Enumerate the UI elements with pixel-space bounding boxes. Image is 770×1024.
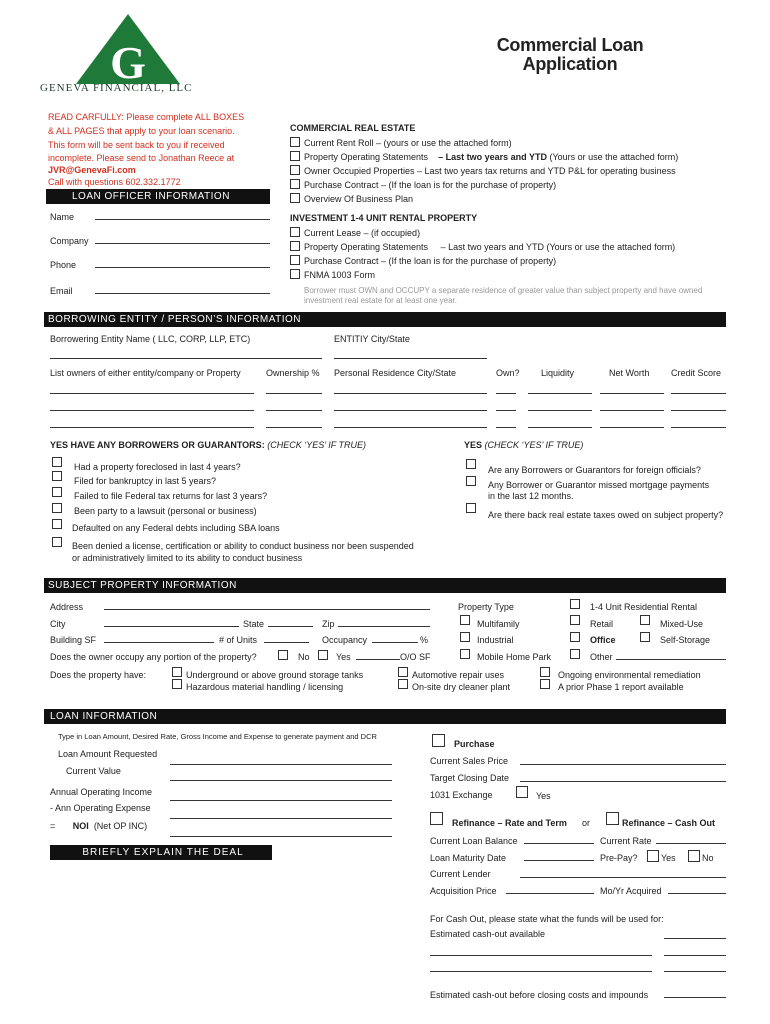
officer-company-label: Company [50,236,89,246]
occupancy-field[interactable] [372,642,418,643]
checkbox-defaulted[interactable] [52,519,62,529]
question: Filed for bankruptcy in last 5 years? [74,476,217,486]
checkbox-retail[interactable] [570,615,580,625]
checkbox-refi-rate-term[interactable] [430,812,443,825]
owner-table-cell[interactable] [496,410,516,411]
owner-table-cell[interactable] [50,393,254,394]
col-owners: List owners of either entity/company or Property [50,368,241,378]
checkbox-hazardous[interactable] [172,679,182,689]
col-networth: Net Worth [609,368,650,378]
occupancy-label: Occupancy [322,635,368,645]
refi-co-label: Refinance – Cash Out [622,818,716,828]
building-sf-label: Building SF [50,635,97,645]
cashout-amount-field[interactable] [664,955,726,956]
have-item: Automotive repair uses [412,670,505,680]
checklist-item: Current Lease – (if occupied) [304,228,421,238]
acq-price-label: Acquisition Price [430,886,497,896]
checkbox-dry-cleaner[interactable] [398,679,408,689]
owner-table-cell[interactable] [334,393,487,394]
city-field[interactable] [104,626,239,627]
occupy-yes-label: Yes [336,652,351,662]
officer-phone-label: Phone [50,260,77,270]
checkbox-lawsuit[interactable] [52,503,62,513]
ptype-option: Mobile Home Park [477,652,552,662]
instructions-line: This form will be sent back to you if received [48,140,225,150]
income-field[interactable] [170,800,392,801]
state-field[interactable] [268,626,313,627]
checkbox-rent-roll[interactable] [290,137,300,147]
col-ownership: Ownership % [266,368,320,378]
owner-table-cell[interactable] [528,427,592,428]
checkbox-fnma-1003[interactable] [290,269,300,279]
cashout-before-field[interactable] [664,997,726,998]
col-residence: Personal Residence City/State [334,368,457,378]
question: or administratively limited to its ability to conduct business [72,553,303,563]
checkbox-remediation[interactable] [540,667,550,677]
ptype-option: Office [590,635,616,645]
checkbox-foreign-officials[interactable] [466,459,476,469]
entity-city-field[interactable] [334,358,487,359]
checkbox-prepay-no[interactable] [688,850,700,862]
checkbox-inv-purchase-contract[interactable] [290,255,300,265]
have-item: On-site dry cleaner plant [412,682,511,692]
occupy-no-label: No [298,652,310,662]
checkbox-back-taxes[interactable] [466,503,476,513]
questions-left-heading: YES HAVE ANY BORROWERS OR GUARANTORS: (CHECK ‘YES’ IF TRUE) [50,440,367,450]
current-value-label: Current Value [66,766,121,776]
property-have-label: Does the property have: [50,670,147,680]
checkbox-occupy-no[interactable] [278,650,288,660]
ptype-option: Mixed-Use [660,619,704,629]
maturity-label: Loan Maturity Date [430,853,507,863]
col-liquidity: Liquidity [541,368,575,378]
loan-officer-heading: LOAN OFFICER INFORMATION [46,189,270,204]
owner-table-cell[interactable] [600,393,664,394]
ptype-option: Other [590,652,613,662]
question: Defaulted on any Federal debts including SBA loans [72,523,280,533]
instructions-line: incomplete. Please send to Jonathan Reece at [48,153,235,163]
owner-table-cell[interactable] [266,427,322,428]
checklist-item: Owner Occupied Properties – Last two years tax returns and YTD P&L for operating business [304,166,676,176]
lender-field[interactable] [520,877,726,878]
ptype-option: 1-4 Unit Residential Rental [590,602,698,612]
checklist-item: Purchase Contract – (If the loan is for the purchase of property) [304,256,557,266]
explain-heading: BRIEFLY EXPLAIN THE DEAL [50,845,272,860]
subject-heading: SUBJECT PROPERTY INFORMATION [44,578,726,593]
officer-email-label: Email [50,286,73,296]
investment-note: Borrower must OWN and OCCUPY a separate residence of greater value than subject property and have owned [304,286,703,295]
noi-field[interactable] [170,836,392,837]
checkbox-industrial[interactable] [460,632,470,642]
ptype-option: Multifamily [477,619,520,629]
cur-balance-field[interactable] [524,843,594,844]
checklist-item: Purchase Contract – (If the loan is for the purchase of property) [304,180,557,190]
checkbox-purchase[interactable] [432,734,445,747]
checkbox-mixed-use[interactable] [640,615,650,625]
question: Are any Borrowers or Guarantors for foreign officials? [488,465,701,475]
question: Failed to file Federal tax returns for last 3 years? [74,491,268,501]
lender-label: Current Lender [430,869,491,879]
owner-table-cell[interactable] [528,393,592,394]
checklist-item: Overview Of Business Plan [304,194,414,204]
closing-date-field[interactable] [520,781,726,782]
entity-name-label: Borrowering Entity Name ( LLC, CORP, LLP, ETC) [50,334,251,344]
question: Been denied a license, certification or ability to conduct business nor been suspended [72,541,414,551]
entity-name-field[interactable] [50,358,322,359]
page-title: Commercial Loan Application [496,35,644,74]
checkbox-refi-cash-out[interactable] [606,812,619,825]
question: Any Borrower or Guarantor missed mortgage payments [488,480,710,490]
logo-letter: G [110,37,146,88]
pct-label: % [420,635,429,645]
prepay-no-label: No [702,853,714,863]
checkbox-multifamily[interactable] [460,615,470,625]
loan-heading: LOAN INFORMATION [44,709,726,724]
checklist-item: FNMA 1003 Form [304,270,376,280]
cashout-available-field[interactable] [664,938,726,939]
acquired-label: Mo/Yr Acquired [600,886,662,896]
checkbox-missed-payments[interactable] [466,476,476,486]
borrowing-heading: BORROWING ENTITY / PERSON’S INFORMATION [44,312,726,327]
closing-date-label: Target Closing Date [430,773,510,783]
ptype-option: Industrial [477,635,514,645]
sales-price-label: Current Sales Price [430,756,509,766]
loan-amount-field[interactable] [170,764,392,765]
expense-field[interactable] [170,818,392,819]
checkbox-current-lease[interactable] [290,227,300,237]
question: Had a property foreclosed in last 4 years? [74,462,241,472]
have-item: Ongoing environmental remediation [558,670,701,680]
commercial-re-heading: COMMERCIAL REAL ESTATE [290,123,416,133]
checkbox-1-4-unit[interactable] [570,599,580,609]
prepay-yes-label: Yes [661,853,676,863]
checklist-item: Property Operating Statements – Last two years and YTD (Yours or use the attached form) [304,152,679,162]
building-sf-field[interactable] [104,642,214,643]
owner-table-cell[interactable] [266,393,322,394]
ptype-option: Self-Storage [660,635,711,645]
checkbox-occupy-yes[interactable] [318,650,328,660]
oo-sf-field[interactable] [356,659,400,660]
col-credit: Credit Score [671,368,722,378]
zip-label: Zip [322,619,335,629]
address-field[interactable] [104,609,430,610]
checkbox-prepay-yes[interactable] [647,850,659,862]
question: Been party to a lawsuit (personal or business) [74,506,257,516]
have-item: A prior Phase 1 report available [558,682,684,692]
refi-rt-label: Refinance – Rate and Term [452,818,567,828]
cur-rate-field[interactable] [656,843,726,844]
checkbox-phase1[interactable] [540,679,550,689]
questions-right-heading: YES (CHECK ‘YES’ IF TRUE) [464,440,584,450]
exchange-yes-label: Yes [536,791,551,801]
income-label: Annual Operating Income [50,787,153,797]
cashout-use-field[interactable] [430,955,652,956]
cashout-use-field[interactable] [430,971,652,972]
cashout-question: For Cash Out, please state what the funds will be used for: [430,914,664,924]
investment-note: investment real estate for at least one year. [304,296,457,305]
checkbox-auto-repair[interactable] [398,667,408,677]
loan-amount-label: Loan Amount Requested [58,749,158,759]
owner-table-cell[interactable] [671,427,726,428]
checkbox-failed-tax[interactable] [52,487,62,497]
acquired-field[interactable] [668,893,726,894]
property-type-label: Property Type [458,602,514,612]
col-own: Own? [496,368,520,378]
checkbox-mobile-home[interactable] [460,649,470,659]
city-label: City [50,619,66,629]
units-label: # of Units [219,635,258,645]
state-label: State [243,619,265,629]
officer-name-label: Name [50,212,75,222]
sales-price-field[interactable] [520,764,726,765]
entity-city-label: ENTITIY City/State [334,334,410,344]
checkbox-bankruptcy[interactable] [52,471,62,481]
owner-table-cell[interactable] [528,410,592,411]
checkbox-owner-occupied[interactable] [290,165,300,175]
other-field[interactable] [616,659,726,660]
owner-table-cell[interactable] [334,427,487,428]
checkbox-office[interactable] [570,632,580,642]
units-field[interactable] [264,642,309,643]
owner-table-cell[interactable] [334,410,487,411]
owner-table-cell[interactable] [496,427,516,428]
checkbox-business-plan[interactable] [290,193,300,203]
checkbox-operating-statements[interactable] [290,151,300,161]
officer-company-field[interactable] [95,243,270,244]
current-value-field[interactable] [170,780,392,781]
checkbox-self-storage[interactable] [640,632,650,642]
officer-phone-field[interactable] [95,267,270,268]
cur-balance-label: Current Loan Balance [430,836,518,846]
checkbox-inv-operating-statements[interactable] [290,241,300,251]
checklist-item: Current Rent Roll – (yours or use the attached form) [304,138,512,148]
have-item: Underground or above ground storage tanks [186,670,364,680]
owner-table-cell[interactable] [496,393,516,394]
occupy-question: Does the owner occupy any portion of the property? [50,652,257,662]
checklist-item: Property Operating Statements – Last two years and YTD (Yours or use the attached form) [304,242,676,252]
investment-heading: INVESTMENT 1-4 UNIT RENTAL PROPERTY [290,213,478,223]
ptype-option: Retail [590,619,614,629]
checkbox-foreclosed[interactable] [52,457,62,467]
cashout-amount-field[interactable] [664,971,726,972]
or-label: or [582,818,591,828]
checkbox-other[interactable] [570,649,580,659]
zip-field[interactable] [338,626,430,627]
officer-email-field[interactable] [95,293,270,294]
cashout-available-label: Estimated cash-out available [430,929,546,939]
owner-table-cell[interactable] [266,410,322,411]
checkbox-purchase-contract[interactable] [290,179,300,189]
checkbox-denied-license[interactable] [52,537,62,547]
officer-name-field[interactable] [95,219,270,220]
owner-table-cell[interactable] [671,410,726,411]
checkbox-storage-tanks[interactable] [172,667,182,677]
oo-sf-label: O/O SF [400,652,431,662]
cur-rate-label: Current Rate [600,836,652,846]
instructions-line: READ CARFULLY: Please complete ALL BOXES [48,112,245,122]
address-label: Address [50,602,84,612]
owner-table-cell[interactable] [600,410,664,411]
owner-table-cell[interactable] [50,410,254,411]
have-item: Hazardous material handling / licensing [186,682,344,692]
question: in the last 12 months. [488,491,574,501]
contact-email[interactable]: JVR@GenevaFi.com [48,165,136,175]
acq-price-field[interactable] [506,893,594,894]
question: Are there back real estate taxes owed on subject property? [488,510,724,520]
purchase-label: Purchase [454,739,495,749]
maturity-field[interactable] [524,860,594,861]
instructions-line: & ALL PAGES that apply to your loan scenario. [48,126,235,136]
owner-table-cell[interactable] [50,427,254,428]
prepay-label: Pre-Pay? [600,853,638,863]
owner-table-cell[interactable] [671,393,726,394]
owner-table-cell[interactable] [600,427,664,428]
expense-label: - Ann Operating Expense [50,803,151,813]
company-name: GENEVA FINANCIAL, LLC [40,82,193,94]
noi-label: = NOI (Net OP INC) [50,821,148,831]
cashout-before-label: Estimated cash-out before closing costs and impounds [430,990,649,1000]
checkbox-1031-yes[interactable] [516,786,528,798]
exchange-label: 1031 Exchange [430,790,493,800]
loan-note: Type in Loan Amount, Desired Rate, Gross Income and Expense to generate payment and DCR [58,732,377,741]
contact-phone: Call with questions 602.332.1772 [48,177,181,187]
